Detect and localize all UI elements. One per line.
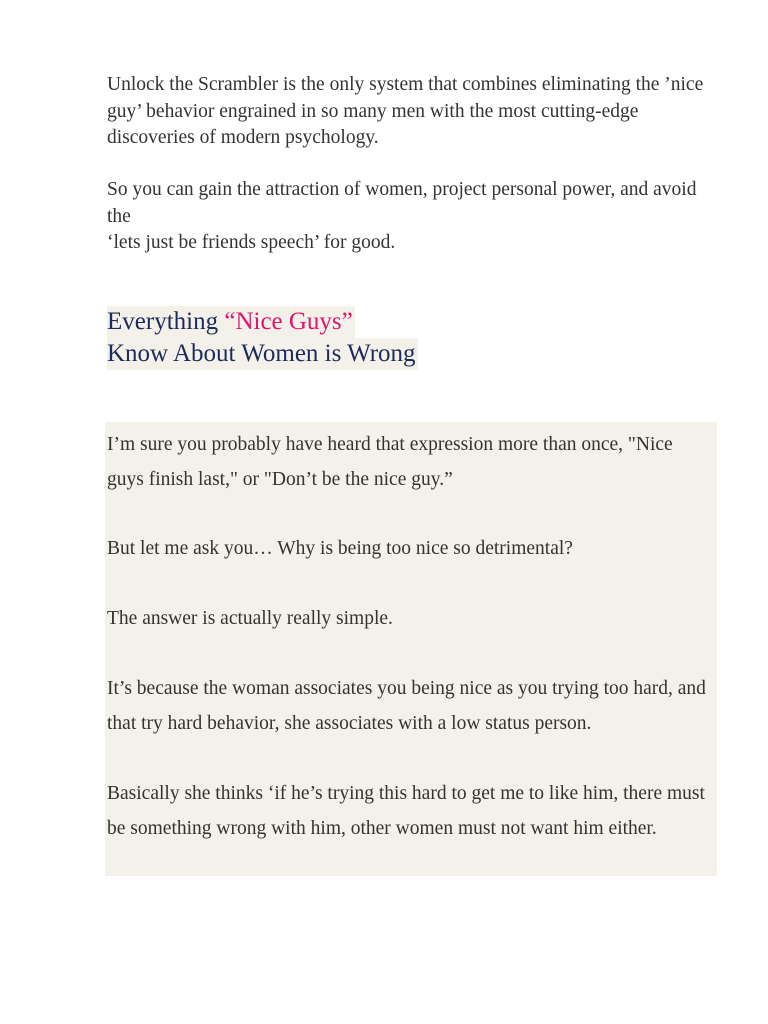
body-paragraph-3: The answer is actually really simple. bbox=[107, 608, 393, 629]
intro-paragraph-2-line-2: ‘lets just be friends speech’ for good. bbox=[107, 232, 396, 253]
intro-paragraph-2-line-1: So you can gain the attraction of women, project personal power, and avoid the bbox=[107, 179, 697, 227]
headline-prefix: Everything bbox=[107, 308, 225, 335]
body-paragraph-4: It’s because the woman associates you being nice as you trying too hard, and that try hard behavior, she associates with a low status person. bbox=[107, 678, 706, 734]
headline-line-2: Know About Women is Wrong bbox=[107, 338, 418, 370]
section-headline bbox=[107, 306, 418, 370]
body-paragraph-5: Basically she thinks ‘if he’s trying this hard to get me to like him, there must be something wrong with him, other women must not want him either. bbox=[107, 783, 705, 839]
body-paragraph-1: I’m sure you probably have heard that expression more than once, "Nice guys finish last," or "Don’t be the nice guy.” bbox=[107, 434, 673, 490]
headline-line-1 bbox=[107, 306, 355, 338]
body-paragraph-2: But let me ask you… Why is being too nice so detrimental? bbox=[107, 538, 573, 559]
intro-paragraph-2 bbox=[107, 177, 707, 257]
headline-accent: “Nice Guys” bbox=[224, 308, 353, 335]
intro-paragraph-1: Unlock the Scrambler is the only system that combines eliminating the ’nice guy’ behavior engrained in so many men with the most cutting-edge discoveries of modern psychology. bbox=[107, 74, 704, 148]
